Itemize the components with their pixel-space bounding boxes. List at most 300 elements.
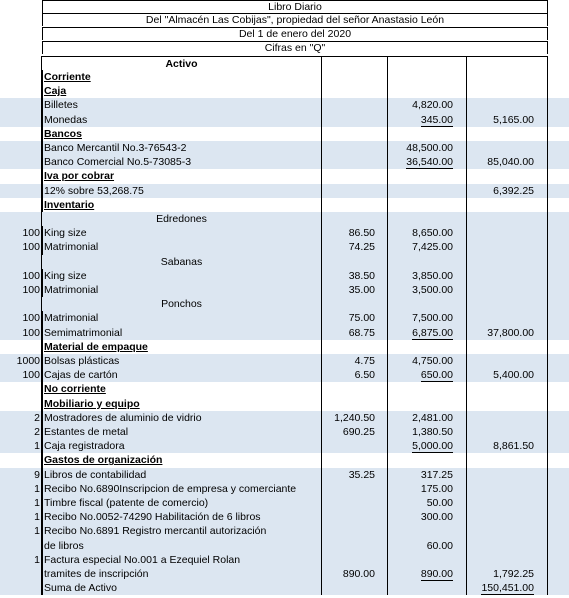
amount-cell-text: 317.25 xyxy=(420,468,453,481)
journal-row xyxy=(0,269,569,283)
journal-row xyxy=(0,141,569,155)
description-cell xyxy=(42,496,322,510)
amount-cell-text: 7,425.00 xyxy=(412,241,453,254)
unit-price-cell xyxy=(322,326,388,340)
unit-price-cell-text: 1,240.50 xyxy=(334,411,375,424)
qty-cell-text: 1000 xyxy=(16,355,40,367)
description-cell xyxy=(42,113,322,127)
total-cell xyxy=(467,496,548,510)
amount-cell xyxy=(388,397,467,411)
total-cell xyxy=(467,425,548,439)
description-cell xyxy=(42,326,322,340)
journal-row xyxy=(0,382,569,396)
qty-cell xyxy=(0,311,42,325)
qty-cell xyxy=(0,255,42,269)
journal-row xyxy=(0,297,569,311)
amount-cell xyxy=(388,283,467,297)
journal-row xyxy=(0,155,569,169)
total-cell-text: 5,165.00 xyxy=(493,113,534,126)
title-line-3: Del 1 de enero del 2020 xyxy=(42,27,548,40)
description-cell-text: Recibo No.6891 Registro mercantil autorización xyxy=(44,525,267,538)
unit-price-cell xyxy=(322,482,388,496)
unit-price-cell xyxy=(322,311,388,325)
journal-row xyxy=(0,496,569,510)
description-cell-text: Banco Comercial No.5-73085-3 xyxy=(44,156,192,169)
amount-cell-text: 50.00 xyxy=(426,497,453,509)
unit-price-cell-text: 890.00 xyxy=(342,568,375,580)
unit-price-cell xyxy=(322,397,388,411)
section-header-row xyxy=(0,56,569,70)
unit-price-cell xyxy=(322,510,388,524)
description-cell-text: Cajas de cartón xyxy=(44,369,118,382)
qty-cell xyxy=(0,283,42,297)
qty-cell xyxy=(0,581,42,595)
description-cell xyxy=(42,226,322,240)
total-cell xyxy=(467,269,548,283)
qty-cell-text: 100 xyxy=(22,312,40,325)
qty-cell xyxy=(0,453,42,467)
description-cell xyxy=(42,581,322,595)
amount-cell xyxy=(388,269,467,283)
description-cell xyxy=(42,198,322,212)
qty-cell-text: 100 xyxy=(22,369,40,382)
total-cell xyxy=(467,297,548,311)
total-cell xyxy=(467,553,548,567)
qty-cell-text: 1 xyxy=(34,525,40,538)
description-cell-text: 12% sobre 53,268.75 xyxy=(44,184,144,197)
total-cell xyxy=(467,127,548,141)
journal-row xyxy=(0,354,569,368)
journal-row xyxy=(0,539,569,553)
amount-cell xyxy=(388,184,467,198)
description-cell xyxy=(42,468,322,482)
description-cell-text: Material de empaque xyxy=(44,340,148,353)
total-cell xyxy=(467,84,548,98)
total-cell xyxy=(467,198,548,212)
description-cell-text: Monedas xyxy=(44,113,88,126)
qty-cell xyxy=(0,539,42,553)
unit-price-cell xyxy=(322,553,388,567)
unit-price-cell xyxy=(322,453,388,467)
journal-row xyxy=(0,468,569,482)
amount-cell xyxy=(388,169,467,183)
journal-row xyxy=(0,198,569,212)
description-cell-text: Corriente xyxy=(44,71,91,83)
qty-cell xyxy=(0,184,42,198)
qty-cell xyxy=(0,397,42,411)
description-cell-text: Semimatrimonial xyxy=(44,326,123,339)
qty-cell-text: 100 xyxy=(22,269,40,282)
description-cell xyxy=(42,453,322,467)
description-cell-text: Recibo No.6890Inscripcion de empresa y comerciante xyxy=(44,482,297,495)
qty-cell-text: 2 xyxy=(34,411,40,424)
journal-row xyxy=(0,255,569,269)
total-cell xyxy=(467,453,548,467)
qty-cell-text: 9 xyxy=(34,468,40,481)
qty-cell xyxy=(0,212,42,226)
description-cell-text: Caja registradora xyxy=(44,440,125,453)
total-cell xyxy=(467,212,548,226)
unit-price-cell xyxy=(322,368,388,382)
description-cell-text: King size xyxy=(44,227,87,240)
amount-cell xyxy=(388,524,467,538)
title-line-4: Cifras en "Q" xyxy=(42,41,548,54)
amount-cell-text: 48,500.00 xyxy=(406,142,453,154)
qty-cell-text: 100 xyxy=(22,241,40,254)
amount-cell xyxy=(388,567,467,581)
total-cell xyxy=(467,240,548,254)
unit-price-cell-text: 35.00 xyxy=(348,284,375,296)
qty-cell xyxy=(0,98,42,112)
amount-cell xyxy=(388,354,467,368)
journal-row xyxy=(0,326,569,340)
qty-cell xyxy=(0,226,42,240)
amount-cell xyxy=(388,510,467,524)
unit-price-cell xyxy=(322,169,388,183)
description-cell-text: de libros xyxy=(44,539,84,552)
amount-cell xyxy=(388,411,467,425)
total-cell xyxy=(467,539,548,553)
amount-cell-text: 1,380.50 xyxy=(412,426,453,438)
total-cell xyxy=(467,70,548,84)
amount-cell xyxy=(388,539,467,553)
amount-cell-text: 3,850.00 xyxy=(412,269,453,282)
unit-price-cell xyxy=(322,155,388,169)
journal-row xyxy=(0,510,569,524)
amount-cell-text: 4,750.00 xyxy=(412,355,453,367)
description-cell-text: Iva por cobrar xyxy=(44,170,115,183)
description-cell-text: Libros de contabilidad xyxy=(44,468,147,481)
amount-cell-text: 2,481.00 xyxy=(412,411,453,424)
amount-cell xyxy=(388,425,467,439)
description-cell xyxy=(42,240,322,254)
qty-cell xyxy=(0,354,42,368)
description-cell xyxy=(42,539,322,553)
description-cell-text: Timbre fiscal (patente de comercio) xyxy=(44,497,209,509)
journal-row xyxy=(0,368,569,382)
unit-price-cell xyxy=(322,255,388,269)
description-cell-text: Mobiliario y equipo xyxy=(44,397,140,410)
description-cell-text: Gastos de organización xyxy=(44,454,163,467)
journal-row xyxy=(0,340,569,354)
description-cell-text: Bolsas plásticas xyxy=(44,355,120,367)
amount-cell-text: 3,500.00 xyxy=(412,284,453,296)
amount-cell-text: 650.00 xyxy=(420,369,453,382)
total-cell xyxy=(467,524,548,538)
qty-cell xyxy=(0,524,42,538)
amount-cell xyxy=(388,368,467,382)
qty-cell-text: 100 xyxy=(22,227,40,240)
unit-price-cell xyxy=(322,283,388,297)
total-cell xyxy=(467,567,548,581)
unit-price-cell-text: 690.25 xyxy=(342,426,375,438)
qty-cell-text: 1 xyxy=(34,511,40,524)
description-cell xyxy=(42,297,322,311)
journal-row xyxy=(0,482,569,496)
amount-cell-text: 5,000.00 xyxy=(412,440,453,453)
description-cell-text: Mostradores de aluminio de vidrio xyxy=(44,411,202,424)
qty-cell xyxy=(0,84,42,98)
qty-cell xyxy=(0,510,42,524)
amount-cell xyxy=(388,382,467,396)
qty-cell xyxy=(0,425,42,439)
amount-cell-text: 175.00 xyxy=(420,482,453,495)
qty-cell-text: 1 xyxy=(34,482,40,495)
total-cell-text: 8,861.50 xyxy=(493,440,534,453)
description-cell-text: Caja xyxy=(44,85,67,98)
amount-cell xyxy=(388,581,467,595)
amount-cell-text: 6,875.00 xyxy=(412,326,453,339)
journal-row xyxy=(0,453,569,467)
unit-price-cell xyxy=(322,226,388,240)
description-cell xyxy=(42,184,322,198)
journal-row xyxy=(0,84,569,98)
amount-cell-text: 4,820.00 xyxy=(412,99,453,112)
journal-row xyxy=(0,184,569,198)
description-cell xyxy=(42,553,322,567)
description-cell xyxy=(42,255,322,269)
amount-cell xyxy=(388,340,467,354)
amount-cell-text: 300.00 xyxy=(420,511,453,524)
total-cell xyxy=(467,326,548,340)
qty-cell xyxy=(0,567,42,581)
journal-row xyxy=(0,439,569,453)
description-cell-text: Factura especial No.001 a Ezequiel Rolan xyxy=(44,553,241,566)
journal-row xyxy=(0,113,569,127)
total-cell xyxy=(467,468,548,482)
amount-cell xyxy=(388,70,467,84)
amount-cell xyxy=(388,240,467,254)
description-cell xyxy=(42,340,322,354)
description-cell xyxy=(42,382,322,396)
description-cell xyxy=(42,439,322,453)
amount-cell xyxy=(388,198,467,212)
qty-cell xyxy=(0,439,42,453)
unit-price-cell xyxy=(322,439,388,453)
journal-row xyxy=(0,226,569,240)
total-cell xyxy=(467,283,548,297)
unit-price-cell xyxy=(322,70,388,84)
description-cell xyxy=(42,283,322,297)
journal-row xyxy=(0,425,569,439)
unit-price-cell xyxy=(322,354,388,368)
qty-cell xyxy=(0,198,42,212)
qty-cell-text: 100 xyxy=(22,284,40,296)
total-cell xyxy=(467,113,548,127)
amount-cell xyxy=(388,212,467,226)
amount-cell-text: 7,500.00 xyxy=(412,312,453,325)
journal-row xyxy=(0,70,569,84)
unit-price-cell xyxy=(322,184,388,198)
unit-price-cell xyxy=(322,524,388,538)
amount-cell xyxy=(388,155,467,169)
total-cell xyxy=(467,226,548,240)
unit-price-cell-text: 74.25 xyxy=(348,241,375,254)
description-cell-text: Edredones xyxy=(156,213,207,225)
qty-cell xyxy=(0,340,42,354)
unit-price-cell-text: 86.50 xyxy=(348,227,375,240)
amount-cell xyxy=(388,297,467,311)
description-cell xyxy=(42,141,322,155)
description-cell xyxy=(42,155,322,169)
unit-price-cell-text: 35.25 xyxy=(348,468,375,481)
total-cell xyxy=(467,411,548,425)
total-cell-text: 6,392.25 xyxy=(493,184,534,197)
description-cell xyxy=(42,169,322,183)
qty-cell xyxy=(0,240,42,254)
journal-row xyxy=(0,169,569,183)
section-title: Activo xyxy=(42,56,322,70)
total-cell xyxy=(467,382,548,396)
unit-price-cell xyxy=(322,411,388,425)
qty-cell xyxy=(0,269,42,283)
description-cell-text: tramites de inscripción xyxy=(44,568,149,580)
total-cell xyxy=(467,581,548,595)
unit-price-cell xyxy=(322,496,388,510)
unit-price-cell-text: 38.50 xyxy=(348,269,375,282)
total-cell xyxy=(467,368,548,382)
description-cell-text: No corriente xyxy=(44,383,106,396)
qty-cell-text: 1 xyxy=(34,497,40,509)
total-cell-text: 1,792.25 xyxy=(493,568,534,580)
description-cell xyxy=(42,212,322,226)
total-cell xyxy=(467,155,548,169)
qty-cell xyxy=(0,482,42,496)
total-cell xyxy=(467,340,548,354)
qty-cell xyxy=(0,411,42,425)
unit-price-cell xyxy=(322,581,388,595)
qty-cell-text: 2 xyxy=(34,426,40,438)
qty-cell xyxy=(0,326,42,340)
journal-row xyxy=(0,98,569,112)
unit-price-cell xyxy=(322,382,388,396)
description-cell xyxy=(42,482,322,496)
total-cell xyxy=(467,354,548,368)
qty-cell xyxy=(0,169,42,183)
amount-cell-text: 890.00 xyxy=(420,568,453,580)
unit-price-cell-text: 75.00 xyxy=(348,312,375,325)
description-cell-text: Ponchos xyxy=(161,298,202,311)
amount-cell xyxy=(388,482,467,496)
qty-cell xyxy=(0,113,42,127)
amount-cell xyxy=(388,113,467,127)
amount-cell-text: 60.00 xyxy=(426,539,453,552)
amount-cell xyxy=(388,141,467,155)
qty-cell xyxy=(0,553,42,567)
description-cell xyxy=(42,311,322,325)
description-cell-text: Matrimonial xyxy=(44,284,99,296)
unit-price-cell xyxy=(322,240,388,254)
unit-price-cell xyxy=(322,198,388,212)
journal-row xyxy=(0,240,569,254)
description-cell xyxy=(42,269,322,283)
description-cell xyxy=(42,397,322,411)
unit-price-cell xyxy=(322,127,388,141)
description-cell-text: Billetes xyxy=(44,99,78,112)
qty-cell xyxy=(0,155,42,169)
title-line-1: Libro Diario xyxy=(42,0,548,13)
journal-row xyxy=(0,524,569,538)
amount-cell xyxy=(388,326,467,340)
unit-price-cell xyxy=(322,425,388,439)
unit-price-cell xyxy=(322,269,388,283)
total-cell xyxy=(467,482,548,496)
qty-cell xyxy=(0,70,42,84)
amount-cell xyxy=(388,453,467,467)
qty-cell-text: 1 xyxy=(34,553,40,566)
qty-cell xyxy=(0,382,42,396)
description-cell-text: Matrimonial xyxy=(44,312,99,325)
total-cell xyxy=(467,169,548,183)
journal-row xyxy=(0,553,569,567)
unit-price-cell xyxy=(322,113,388,127)
title-line-2: Del "Almacén Las Cobijas", propiedad del señor Anastasio León xyxy=(42,13,548,26)
unit-price-cell-text: 68.75 xyxy=(348,326,375,339)
unit-price-cell xyxy=(322,340,388,354)
description-cell xyxy=(42,411,322,425)
description-cell-text: King size xyxy=(44,269,87,282)
description-cell-text: Suma de Activo xyxy=(44,582,117,595)
amount-cell xyxy=(388,311,467,325)
amount-cell xyxy=(388,439,467,453)
unit-price-cell xyxy=(322,98,388,112)
qty-cell xyxy=(0,468,42,482)
amount-cell xyxy=(388,84,467,98)
qty-cell-text: 1 xyxy=(34,440,40,453)
qty-cell-text: 100 xyxy=(22,326,40,339)
description-cell-text: Banco Mercantil No.3-76543-2 xyxy=(44,142,187,154)
amount-cell xyxy=(388,553,467,567)
unit-price-cell xyxy=(322,468,388,482)
amount-cell-text: 36,540.00 xyxy=(406,156,453,169)
description-cell-text: Recibo No.0052-74290 Habilitación de 6 libros xyxy=(44,511,261,524)
total-cell xyxy=(467,184,548,198)
description-cell-text: Inventario xyxy=(44,198,95,211)
description-cell-text: Sabanas xyxy=(160,255,203,268)
description-cell xyxy=(42,127,322,141)
journal-row xyxy=(0,581,569,595)
journal-row xyxy=(0,411,569,425)
amount-cell xyxy=(388,98,467,112)
unit-price-cell xyxy=(322,297,388,311)
qty-cell xyxy=(0,496,42,510)
description-cell xyxy=(42,98,322,112)
unit-price-cell xyxy=(322,212,388,226)
amount-cell-text: 8,650.00 xyxy=(412,227,453,240)
amount-cell xyxy=(388,496,467,510)
total-cell-text: 85,040.00 xyxy=(487,156,534,169)
journal-row xyxy=(0,127,569,141)
journal-row xyxy=(0,311,569,325)
unit-price-cell xyxy=(322,84,388,98)
unit-price-cell-text: 4.75 xyxy=(354,355,375,367)
qty-cell xyxy=(0,127,42,141)
unit-price-cell xyxy=(322,539,388,553)
description-cell-text: Estantes de metal xyxy=(44,426,129,438)
total-cell xyxy=(467,98,548,112)
description-cell xyxy=(42,425,322,439)
total-cell xyxy=(467,439,548,453)
amount-cell xyxy=(388,226,467,240)
amount-cell xyxy=(388,468,467,482)
total-cell xyxy=(467,397,548,411)
description-cell xyxy=(42,70,322,84)
amount-cell-text: 345.00 xyxy=(420,113,453,126)
description-cell xyxy=(42,524,322,538)
qty-cell xyxy=(0,297,42,311)
journal-row xyxy=(0,212,569,226)
description-cell xyxy=(42,368,322,382)
